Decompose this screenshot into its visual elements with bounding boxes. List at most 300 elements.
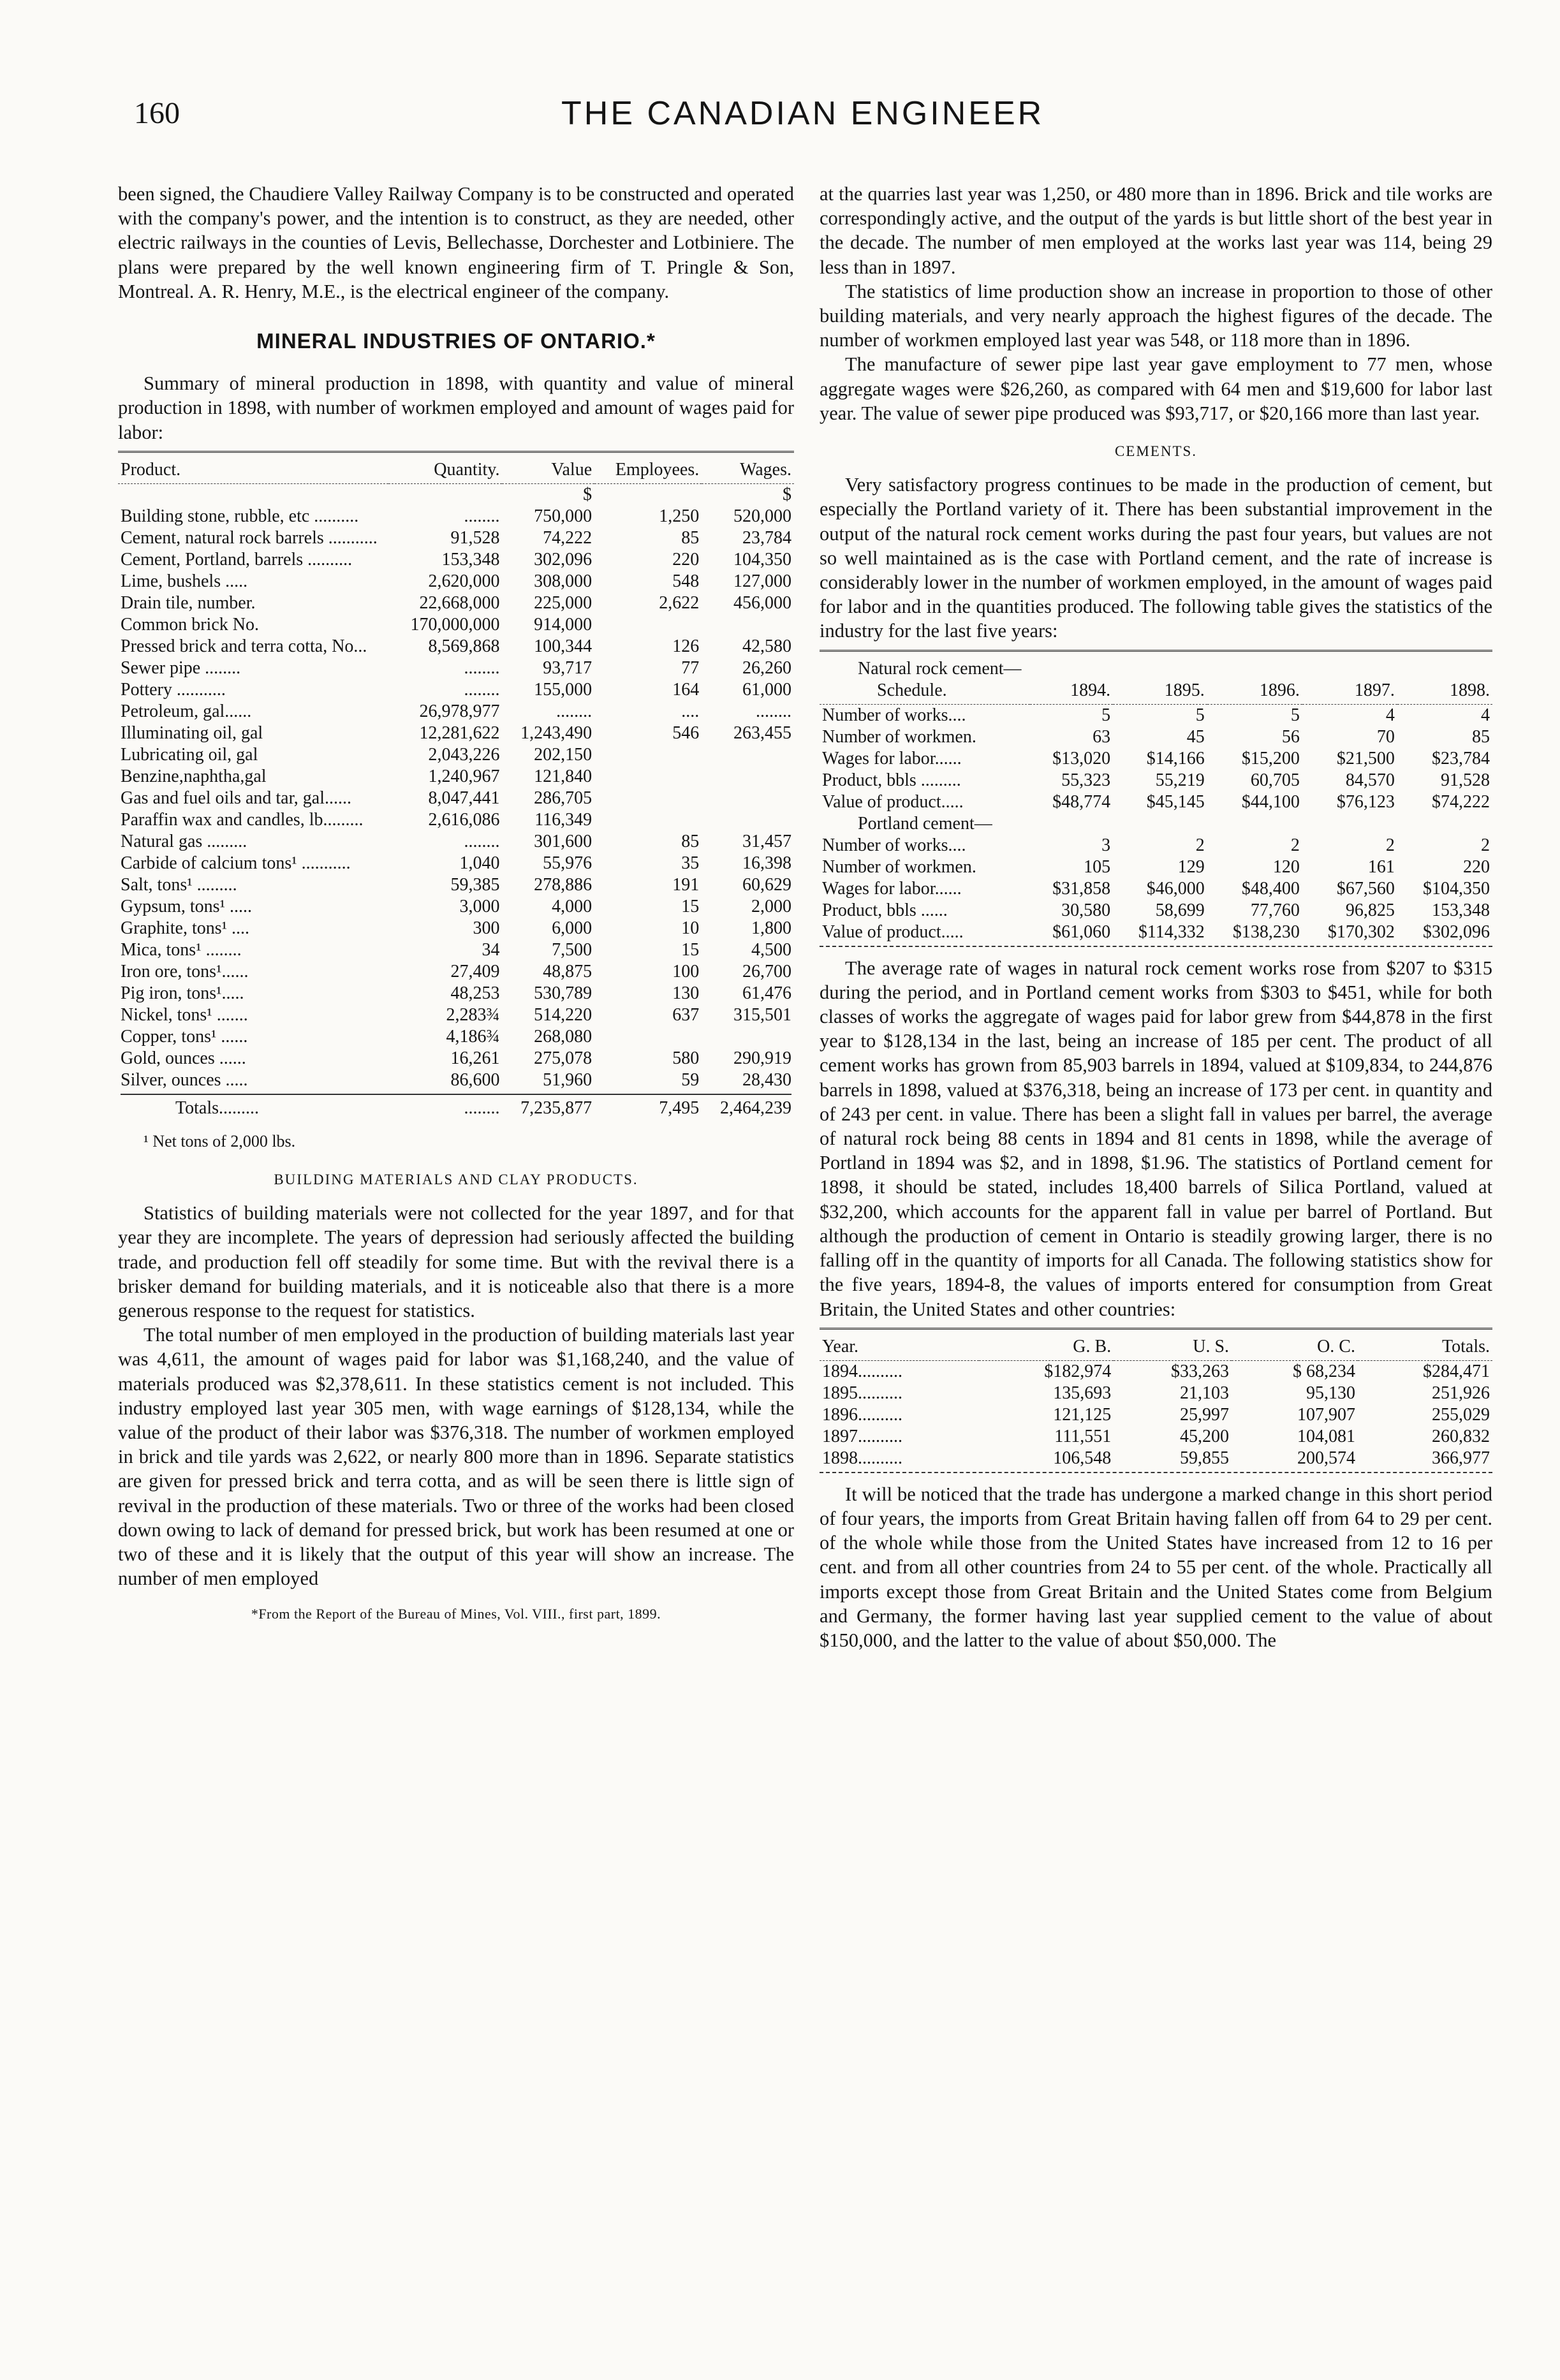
table-cell: $302,096 bbox=[1423, 922, 1490, 942]
table-row bbox=[118, 636, 794, 657]
table-cell: 255,029 bbox=[1432, 1404, 1490, 1425]
table-row bbox=[118, 549, 794, 571]
mineral-production-table bbox=[118, 459, 794, 1119]
table-cell: 520,000 bbox=[733, 506, 791, 526]
cements-paragraph-2: The average rate of wages in natural rock cement works rose from $207 to $315 during the period, and in Portland cement works from $303 to $451, while for both classes of works the aggregate of wages paid for labor grew from $44,878 in the first year to $128,134 in the last, being an increase of 185 per cent. The product of all cement works has grown from 85,903 barrels in 1894, valued at $109,834, to 244,876 barrels in 1898, valued at $376,318, being an increase of 173 per cent. in quantity and of 243 per cent. in value. There has been a slight fall in values per barrel, the average of natural rock being 88 cents in 1894 and 81 cents in 1898, while the average of Portland in 1894 was $2, and in 1898, $1.96. The statistics of Portland cement for 1898, it should be stated, includes 18,400 barrels of Silica Portland, valued at $32,200, which accounts for the apparent fall in value per barrel of Portland. But although the production of cement in Ontario is steadily growing larger, there is no falling off in the quantity of imports for all Canada. The following statistics show for the five years, 1894-8, the values of imports entered for consumption from Great Britain, the United States and other countries: bbox=[820, 957, 1492, 1320]
year-header: 1895. bbox=[1113, 680, 1207, 705]
table-cell: 34 bbox=[482, 939, 500, 960]
table-row bbox=[820, 791, 1492, 813]
table-cell: 514,220 bbox=[534, 1004, 592, 1025]
table-cell: ........ bbox=[464, 1098, 500, 1118]
row-label: Product, bbls ...... bbox=[822, 900, 948, 920]
table-cell: 5 bbox=[1101, 705, 1111, 725]
table-cell: 7,495 bbox=[659, 1098, 700, 1118]
table-cell: $284,471 bbox=[1423, 1361, 1490, 1381]
row-label: Paraffin wax and candles, lb......... bbox=[121, 809, 364, 830]
table-cell: 96,825 bbox=[1345, 900, 1395, 920]
table-cell: 95,130 bbox=[1306, 1383, 1355, 1403]
year-header: 1894. bbox=[1030, 680, 1114, 705]
row-label: Carbide of calcium tons¹ ........... bbox=[121, 853, 351, 873]
page-number: 160 bbox=[134, 96, 180, 130]
table-cell: 26,700 bbox=[742, 961, 791, 981]
table-cell: 23,784 bbox=[742, 527, 791, 548]
table-cell: 121,125 bbox=[1053, 1404, 1112, 1425]
row-label: Graphite, tons¹ .... bbox=[121, 918, 250, 938]
row-label: Drain tile, number. bbox=[121, 592, 256, 613]
table-cell: 2 bbox=[1195, 835, 1205, 855]
table-cell: 31,457 bbox=[742, 831, 791, 851]
table-cell: ........ bbox=[756, 701, 791, 721]
table-cell: 26,260 bbox=[742, 657, 791, 678]
table-row bbox=[820, 922, 1492, 943]
table-cell: 170,000,000 bbox=[410, 614, 500, 635]
table-cell: 548 bbox=[672, 571, 700, 591]
table-cell: $44,100 bbox=[1241, 791, 1300, 812]
table-cell: 15 bbox=[681, 896, 700, 916]
table-cell: $182,974 bbox=[1044, 1361, 1112, 1381]
table-row bbox=[118, 918, 794, 939]
table-cell: 3 bbox=[1101, 835, 1111, 855]
page-header bbox=[115, 96, 1464, 140]
building-materials-heading: BUILDING MATERIALS AND CLAY PRODUCTS. bbox=[274, 1172, 638, 1188]
table-row bbox=[118, 527, 794, 549]
table-cell: 155,000 bbox=[534, 679, 592, 700]
table-cell: ........ bbox=[464, 657, 500, 678]
table-cell bbox=[594, 1026, 702, 1048]
table-cell: $ 68,234 bbox=[1292, 1361, 1355, 1381]
table-cell: $48,774 bbox=[1052, 791, 1111, 812]
table-cell: 16,398 bbox=[742, 853, 791, 873]
table-cell: 225,000 bbox=[534, 592, 592, 613]
table-cell: 580 bbox=[672, 1048, 700, 1068]
imports-table-body bbox=[820, 1360, 1492, 1469]
table-row bbox=[118, 961, 794, 983]
table-cell: 91,528 bbox=[450, 527, 500, 548]
row-label: Lime, bushels ..... bbox=[121, 571, 248, 591]
table-cell bbox=[594, 766, 702, 788]
quarries-paragraph: at the quarries last year was 1,250, or 480 more than in 1896. Brick and tile works are correspondingly active, and the output of the yards is but little short of the best year in the decade. The number of men employed at the works last year was 114, being 29 less than in 1897. bbox=[820, 183, 1492, 278]
row-label: Nickel, tons¹ ....... bbox=[121, 1004, 248, 1025]
table-row bbox=[118, 896, 794, 918]
table-cell: 4,500 bbox=[751, 939, 791, 960]
table-cell: 202,150 bbox=[534, 744, 592, 765]
table-cell: 268,080 bbox=[534, 1026, 592, 1047]
table-cell: 302,096 bbox=[534, 549, 592, 569]
table-row bbox=[820, 1448, 1492, 1469]
table-top-rule bbox=[118, 451, 794, 457]
table-cell: 59 bbox=[681, 1069, 700, 1090]
table-row bbox=[820, 1383, 1492, 1404]
table-cell: 8,569,868 bbox=[428, 636, 500, 656]
table-row bbox=[118, 809, 794, 831]
table-cell: 220 bbox=[1463, 856, 1490, 877]
table-cell: 107,907 bbox=[1297, 1404, 1355, 1425]
table-row bbox=[118, 657, 794, 679]
table-cell: $76,123 bbox=[1336, 791, 1395, 812]
table-cell: 263,455 bbox=[733, 723, 791, 743]
row-label: 1897.......... bbox=[822, 1426, 902, 1446]
table-cell: 85 bbox=[681, 527, 700, 548]
table-cell: $74,222 bbox=[1432, 791, 1490, 812]
cements-paragraph-3: It will be noticed that the trade has undergone a marked change in this short period of four years, the imports from Great Britain having fallen off from 64 to 29 per cent. of the whole while those from the United States have increased from 12 to 16 per cent. and from all other countries from 24 to 55 per cent. of the whole. Practically all imports except those from Great Britain and the United States come from Belgium and Germany, the former having last year supplied cement to the value of about $150,000, and the latter to the value of about $50,000. The bbox=[820, 1483, 1492, 1651]
table-row bbox=[820, 770, 1492, 791]
row-label: Lubricating oil, gal bbox=[121, 744, 258, 765]
table-cell: 8,047,441 bbox=[428, 788, 500, 808]
table-cell: 4,000 bbox=[552, 896, 592, 916]
source-footnote: *From the Report of the Bureau of Mines, Vol. VIII., first part, 1899. bbox=[251, 1606, 661, 1622]
table-cell: 91,528 bbox=[1441, 770, 1490, 790]
row-label: 1894.......... bbox=[822, 1361, 902, 1381]
table-cell: 4,186¾ bbox=[446, 1026, 500, 1047]
col-header-totals: Totals. bbox=[1358, 1336, 1492, 1361]
table-row bbox=[118, 983, 794, 1004]
table-cell: 286,705 bbox=[534, 788, 592, 808]
table-row bbox=[118, 874, 794, 896]
table-cell: 7,500 bbox=[552, 939, 592, 960]
row-label: Mica, tons¹ ........ bbox=[121, 939, 242, 960]
year-header: 1896. bbox=[1207, 680, 1302, 705]
table-row bbox=[118, 592, 794, 614]
row-label: 1896.......... bbox=[822, 1404, 902, 1425]
col-header-oc: O. C. bbox=[1232, 1336, 1358, 1361]
table-cell: 61,000 bbox=[742, 679, 791, 700]
table-row bbox=[118, 939, 794, 961]
row-label: Gold, ounces ...... bbox=[121, 1048, 246, 1068]
imports-table bbox=[820, 1336, 1492, 1469]
table-cell: 153,348 bbox=[1432, 900, 1490, 920]
table-cell: ........ bbox=[464, 679, 500, 700]
table-cell: 120 bbox=[1272, 856, 1300, 877]
summary-paragraph: Summary of mineral production in 1898, with quantity and value of mineral production in 1898, with number of workmen employed and amount of wages paid for labor: bbox=[118, 372, 794, 443]
table-cell: 127,000 bbox=[733, 571, 791, 591]
table-cell: 111,551 bbox=[1054, 1426, 1112, 1446]
table-cell: 750,000 bbox=[534, 506, 592, 526]
col-header-employees: Employees. bbox=[594, 459, 702, 484]
col-header-us: U. S. bbox=[1114, 1336, 1232, 1361]
table-cell: 30,580 bbox=[1061, 900, 1111, 920]
right-column bbox=[820, 182, 1492, 1652]
table-row bbox=[820, 1360, 1492, 1383]
table-cell: 59,385 bbox=[450, 874, 500, 895]
table-cell: 35 bbox=[681, 853, 700, 873]
table-cell: 45 bbox=[1186, 726, 1205, 747]
table-row bbox=[820, 856, 1492, 878]
table-cell: 104,081 bbox=[1297, 1426, 1355, 1446]
schedule-header: Schedule. bbox=[820, 680, 1030, 705]
table-cell: 93,717 bbox=[543, 657, 592, 678]
table-cell: 84,570 bbox=[1345, 770, 1395, 790]
table-row bbox=[820, 704, 1492, 726]
table-cell: 164 bbox=[672, 679, 700, 700]
table-row bbox=[118, 1026, 794, 1048]
portland-section-label: Portland cement— bbox=[858, 813, 992, 834]
table-cell: 55,976 bbox=[543, 853, 592, 873]
table-cell: 290,919 bbox=[733, 1048, 791, 1068]
table-cell: 220 bbox=[672, 549, 700, 569]
table-cell: 1,800 bbox=[751, 918, 791, 938]
table-cell: 456,000 bbox=[733, 592, 791, 613]
table-cell: 12,281,622 bbox=[419, 723, 500, 743]
table-top-rule bbox=[820, 650, 1492, 656]
table-cell: 301,600 bbox=[534, 831, 592, 851]
left-column bbox=[118, 182, 794, 1627]
table-cell: 16,261 bbox=[450, 1048, 500, 1068]
row-label: Pig iron, tons¹..... bbox=[121, 983, 244, 1003]
table-cell: 5 bbox=[1290, 705, 1300, 725]
table-cell: 61,476 bbox=[742, 983, 791, 1003]
table-cell: 60,705 bbox=[1250, 770, 1300, 790]
table-cell: 5 bbox=[1195, 705, 1205, 725]
building-paragraph-2: The total number of men employed in the production of building materials last year was 4,611, the amount of wages paid for labor was $1,168,240, and the value of materials produced was $2,378,611. In these statistics cement is not included. This industry employed last year 305 men, with wage earnings of $128,134, while the value of the product of their labor was $376,318. The number of workmen employed in brick and tile yards was 2,622, or nearly 800 more than in 1896. Separate statistics are given for pressed brick and terra cotta, and as will be seen there is little sign of revival in the production of these materials. Two or three of the works had been closed down owing to lack of demand for pressed brick, but work has been resumed at one or two of these and it is likely that the output of this year will show an increase. The number of men employed bbox=[118, 1324, 794, 1590]
table-row bbox=[118, 744, 794, 766]
table-row bbox=[820, 726, 1492, 748]
table-cell: 58,699 bbox=[1155, 900, 1205, 920]
table-cell: 637 bbox=[672, 1004, 700, 1025]
table-cell: 104,350 bbox=[733, 549, 791, 569]
table-cell: 116,349 bbox=[534, 809, 592, 830]
table-cell: 161 bbox=[1367, 856, 1395, 877]
table-cell: ........ bbox=[464, 831, 500, 851]
table-cell: 51,960 bbox=[543, 1069, 592, 1090]
row-label: Number of workmen. bbox=[822, 726, 976, 747]
table-cell: 48,875 bbox=[543, 961, 592, 981]
table-cell: 26,978,977 bbox=[419, 701, 500, 721]
table-cell: 3,000 bbox=[459, 896, 500, 916]
table-cell: 2,464,239 bbox=[720, 1098, 791, 1118]
cements-heading: CEMENTS. bbox=[1114, 443, 1198, 460]
mineral-table-body bbox=[118, 506, 794, 1091]
table-cell bbox=[702, 744, 794, 766]
currency-sign: $ bbox=[583, 484, 592, 504]
table-cell: 4 bbox=[1481, 705, 1490, 725]
row-label: Sewer pipe ........ bbox=[121, 657, 241, 678]
cements-paragraph-1: Very satisfactory progress continues to be made in the production of cement, but especially the Portland variety of it. There has been substantial improvement in the output of the natural rock cement works during the past four years, but values are not so well maintained as is the case with Portland cement, and the rate of increase is considerably lower in the number of workmen employed, in the amount of wages paid for labor and in the quantities produced. The following table gives the statistics of the industry for the last five years: bbox=[820, 474, 1492, 642]
table-cell bbox=[594, 614, 702, 636]
table-cell: 15 bbox=[681, 939, 700, 960]
table-cell: 1,243,490 bbox=[520, 723, 592, 743]
table-cell: 48,253 bbox=[450, 983, 500, 1003]
row-label: Wages for labor...... bbox=[822, 878, 962, 899]
table-row bbox=[118, 614, 794, 636]
table-cell: 546 bbox=[672, 723, 700, 743]
table-cell: 55,323 bbox=[1061, 770, 1111, 790]
table-cell: 2,616,086 bbox=[428, 809, 500, 830]
table-cell: 77 bbox=[681, 657, 700, 678]
row-label: Number of works.... bbox=[822, 835, 966, 855]
table-cell: 315,501 bbox=[733, 1004, 791, 1025]
table-row bbox=[118, 853, 794, 874]
row-label: 1898.......... bbox=[822, 1448, 902, 1468]
col-header-quantity: Quantity. bbox=[388, 459, 502, 484]
table-cell: $33,263 bbox=[1171, 1361, 1230, 1381]
table-cell: $138,230 bbox=[1232, 922, 1300, 942]
table-cell: 77,760 bbox=[1250, 900, 1300, 920]
table-cell: $15,200 bbox=[1241, 748, 1300, 768]
table-cell: 200,574 bbox=[1297, 1448, 1355, 1468]
table-cell: $61,060 bbox=[1052, 922, 1111, 942]
col-header-gb: G. B. bbox=[979, 1336, 1114, 1361]
table-cell: 56 bbox=[1281, 726, 1300, 747]
table-cell: 1,250 bbox=[659, 506, 700, 526]
row-label: Gypsum, tons¹ ..... bbox=[121, 896, 252, 916]
table-cell: $46,000 bbox=[1146, 878, 1205, 899]
table-cell: 27,409 bbox=[450, 961, 500, 981]
row-label: Pressed brick and terra cotta, No... bbox=[121, 636, 367, 656]
row-label: Salt, tons¹ ......... bbox=[121, 874, 237, 895]
table-cell: 10 bbox=[681, 918, 700, 938]
table-row bbox=[118, 1048, 794, 1069]
table-cell: .... bbox=[681, 701, 700, 721]
sewer-pipe-paragraph: The manufacture of sewer pipe last year gave employment to 77 men, whose aggregate wages were $26,260, as compared with 64 men and $19,600 for labor last year. The value of sewer pipe produced was $93,717, or $20,166 more than last year. bbox=[820, 353, 1492, 424]
row-label: Illuminating oil, gal bbox=[121, 723, 263, 743]
row-label: Cement, Portland, barrels .......... bbox=[121, 549, 353, 569]
row-label: Value of product..... bbox=[822, 922, 964, 942]
table-cell: 42,580 bbox=[742, 636, 791, 656]
table-cell: $45,145 bbox=[1146, 791, 1205, 812]
table-row bbox=[118, 701, 794, 723]
col-header-year: Year. bbox=[820, 1336, 979, 1361]
table-cell: 22,668,000 bbox=[419, 592, 500, 613]
table-cell bbox=[702, 766, 794, 788]
col-header-product: Product. bbox=[118, 459, 388, 484]
table-cell: 366,977 bbox=[1432, 1448, 1490, 1468]
table-cell: 308,000 bbox=[534, 571, 592, 591]
table-cell: 63 bbox=[1093, 726, 1111, 747]
row-label: Pottery ........... bbox=[121, 679, 226, 700]
table-cell bbox=[594, 744, 702, 766]
table-row bbox=[820, 835, 1492, 856]
row-label: Petroleum, gal...... bbox=[121, 701, 252, 721]
table-row bbox=[820, 1426, 1492, 1448]
table-cell: 100 bbox=[672, 961, 700, 981]
natural-rock-section-label: Natural rock cement— bbox=[858, 658, 1022, 679]
table-cell: 25,997 bbox=[1180, 1404, 1230, 1425]
table-cell: 100,344 bbox=[534, 636, 592, 656]
table-cell bbox=[594, 809, 702, 831]
table-cell: 85 bbox=[681, 831, 700, 851]
table-cell: 6,000 bbox=[552, 918, 592, 938]
year-header: 1898. bbox=[1397, 680, 1492, 705]
building-paragraph-1: Statistics of building materials were not collected for the year 1897, and for that year they are incomplete. The years of depression had seriously affected the building trade, and production fell off steadily for some time. But with the revival there is a brisker demand for building materials, and it is noticeable also that there is a more generous response to the request for statistics. bbox=[118, 1202, 794, 1322]
table-row bbox=[118, 766, 794, 788]
table-cell: 86,600 bbox=[450, 1069, 500, 1090]
row-label: Number of workmen. bbox=[822, 856, 976, 877]
table-cell: $104,350 bbox=[1423, 878, 1490, 899]
table-cell: 121,840 bbox=[534, 766, 592, 786]
table-cell: 55,219 bbox=[1155, 770, 1205, 790]
table-cell: 251,926 bbox=[1432, 1383, 1490, 1403]
table-cell: 300 bbox=[473, 918, 500, 938]
journal-title: THE CANADIAN ENGINEER bbox=[561, 95, 1045, 132]
table-cell: 2,283¾ bbox=[446, 1004, 500, 1025]
table-cell: 153,348 bbox=[441, 549, 500, 569]
row-label: Product, bbls ......... bbox=[822, 770, 961, 790]
table-cell: $21,500 bbox=[1336, 748, 1395, 768]
table-cell: ........ bbox=[556, 701, 592, 721]
table-cell: 2,620,000 bbox=[428, 571, 500, 591]
table-cell bbox=[702, 809, 794, 831]
row-label: Benzine,naphtha,gal bbox=[121, 766, 267, 786]
table-cell: 2 bbox=[1385, 835, 1395, 855]
table-cell: 1,040 bbox=[459, 853, 500, 873]
table-cell: 914,000 bbox=[534, 614, 592, 635]
table-footnote: ¹ Net tons of 2,000 lbs. bbox=[143, 1131, 296, 1150]
table-cell: $14,166 bbox=[1146, 748, 1205, 768]
table-row bbox=[820, 878, 1492, 900]
table-cell: 2 bbox=[1481, 835, 1490, 855]
totals-row bbox=[118, 1098, 794, 1119]
table-cell bbox=[702, 614, 794, 636]
cement-statistics-table bbox=[820, 658, 1492, 943]
natural-rock-rows bbox=[820, 704, 1492, 813]
row-label: Cement, natural rock barrels ........... bbox=[121, 527, 378, 548]
table-cell: 45,200 bbox=[1180, 1426, 1230, 1446]
table-row bbox=[820, 900, 1492, 922]
table-cell: 191 bbox=[672, 874, 700, 895]
table-cell: $114,332 bbox=[1138, 922, 1205, 942]
table-cell bbox=[702, 1026, 794, 1048]
table-cell: 21,103 bbox=[1180, 1383, 1230, 1403]
table-cell: 130 bbox=[672, 983, 700, 1003]
table-cell: $170,302 bbox=[1327, 922, 1395, 942]
col-header-wages: Wages. bbox=[702, 459, 794, 484]
table-cell: 2 bbox=[1290, 835, 1300, 855]
table-cell: 530,789 bbox=[534, 983, 592, 1003]
table-cell: 129 bbox=[1177, 856, 1205, 877]
row-label: Value of product..... bbox=[822, 791, 964, 812]
table-cell bbox=[594, 788, 702, 809]
year-header: 1897. bbox=[1302, 680, 1397, 705]
table-cell: 105 bbox=[1084, 856, 1111, 877]
table-row bbox=[118, 723, 794, 744]
table-cell: 106,548 bbox=[1053, 1448, 1112, 1468]
table-cell: 70 bbox=[1376, 726, 1395, 747]
table-row bbox=[118, 831, 794, 853]
table-cell: $13,020 bbox=[1052, 748, 1111, 768]
table-row bbox=[118, 1069, 794, 1091]
row-label: Silver, ounces ..... bbox=[121, 1069, 248, 1090]
table-cell: 1,240,967 bbox=[428, 766, 500, 786]
row-label: Common brick No. bbox=[121, 614, 259, 635]
table-cell: 7,235,877 bbox=[520, 1098, 592, 1118]
table-cell: 85 bbox=[1472, 726, 1490, 747]
table-row bbox=[820, 1404, 1492, 1426]
row-label: Copper, tons¹ ...... bbox=[121, 1026, 248, 1047]
table-row bbox=[118, 788, 794, 809]
table-row bbox=[820, 748, 1492, 770]
table-row bbox=[118, 679, 794, 701]
table-top-rule bbox=[820, 1328, 1492, 1333]
lime-paragraph: The statistics of lime production show an increase in proportion to those of other building materials, and very nearly approach the highest figures of the decade. The number of workmen employed last year was 548, or 118 more than in 1896. bbox=[820, 280, 1492, 351]
portland-rows bbox=[820, 835, 1492, 943]
table-row bbox=[118, 571, 794, 592]
totals-label: Totals......... bbox=[175, 1098, 260, 1118]
table-cell: 126 bbox=[672, 636, 700, 656]
table-row bbox=[118, 506, 794, 527]
row-label: Natural gas ......... bbox=[121, 831, 247, 851]
table-cell: ........ bbox=[464, 506, 500, 526]
table-cell: $67,560 bbox=[1336, 878, 1395, 899]
table-cell: 278,886 bbox=[534, 874, 592, 895]
table-cell: 2,043,226 bbox=[428, 744, 500, 765]
table-cell: 59,855 bbox=[1180, 1448, 1230, 1468]
table-row bbox=[118, 1004, 794, 1026]
table-cell: 74,222 bbox=[543, 527, 592, 548]
section-title: MINERAL INDUSTRIES OF ONTARIO.* bbox=[256, 329, 656, 353]
row-label: Gas and fuel oils and tar, gal...... bbox=[121, 788, 352, 808]
table-cell bbox=[702, 788, 794, 809]
currency-sign: $ bbox=[783, 484, 791, 504]
